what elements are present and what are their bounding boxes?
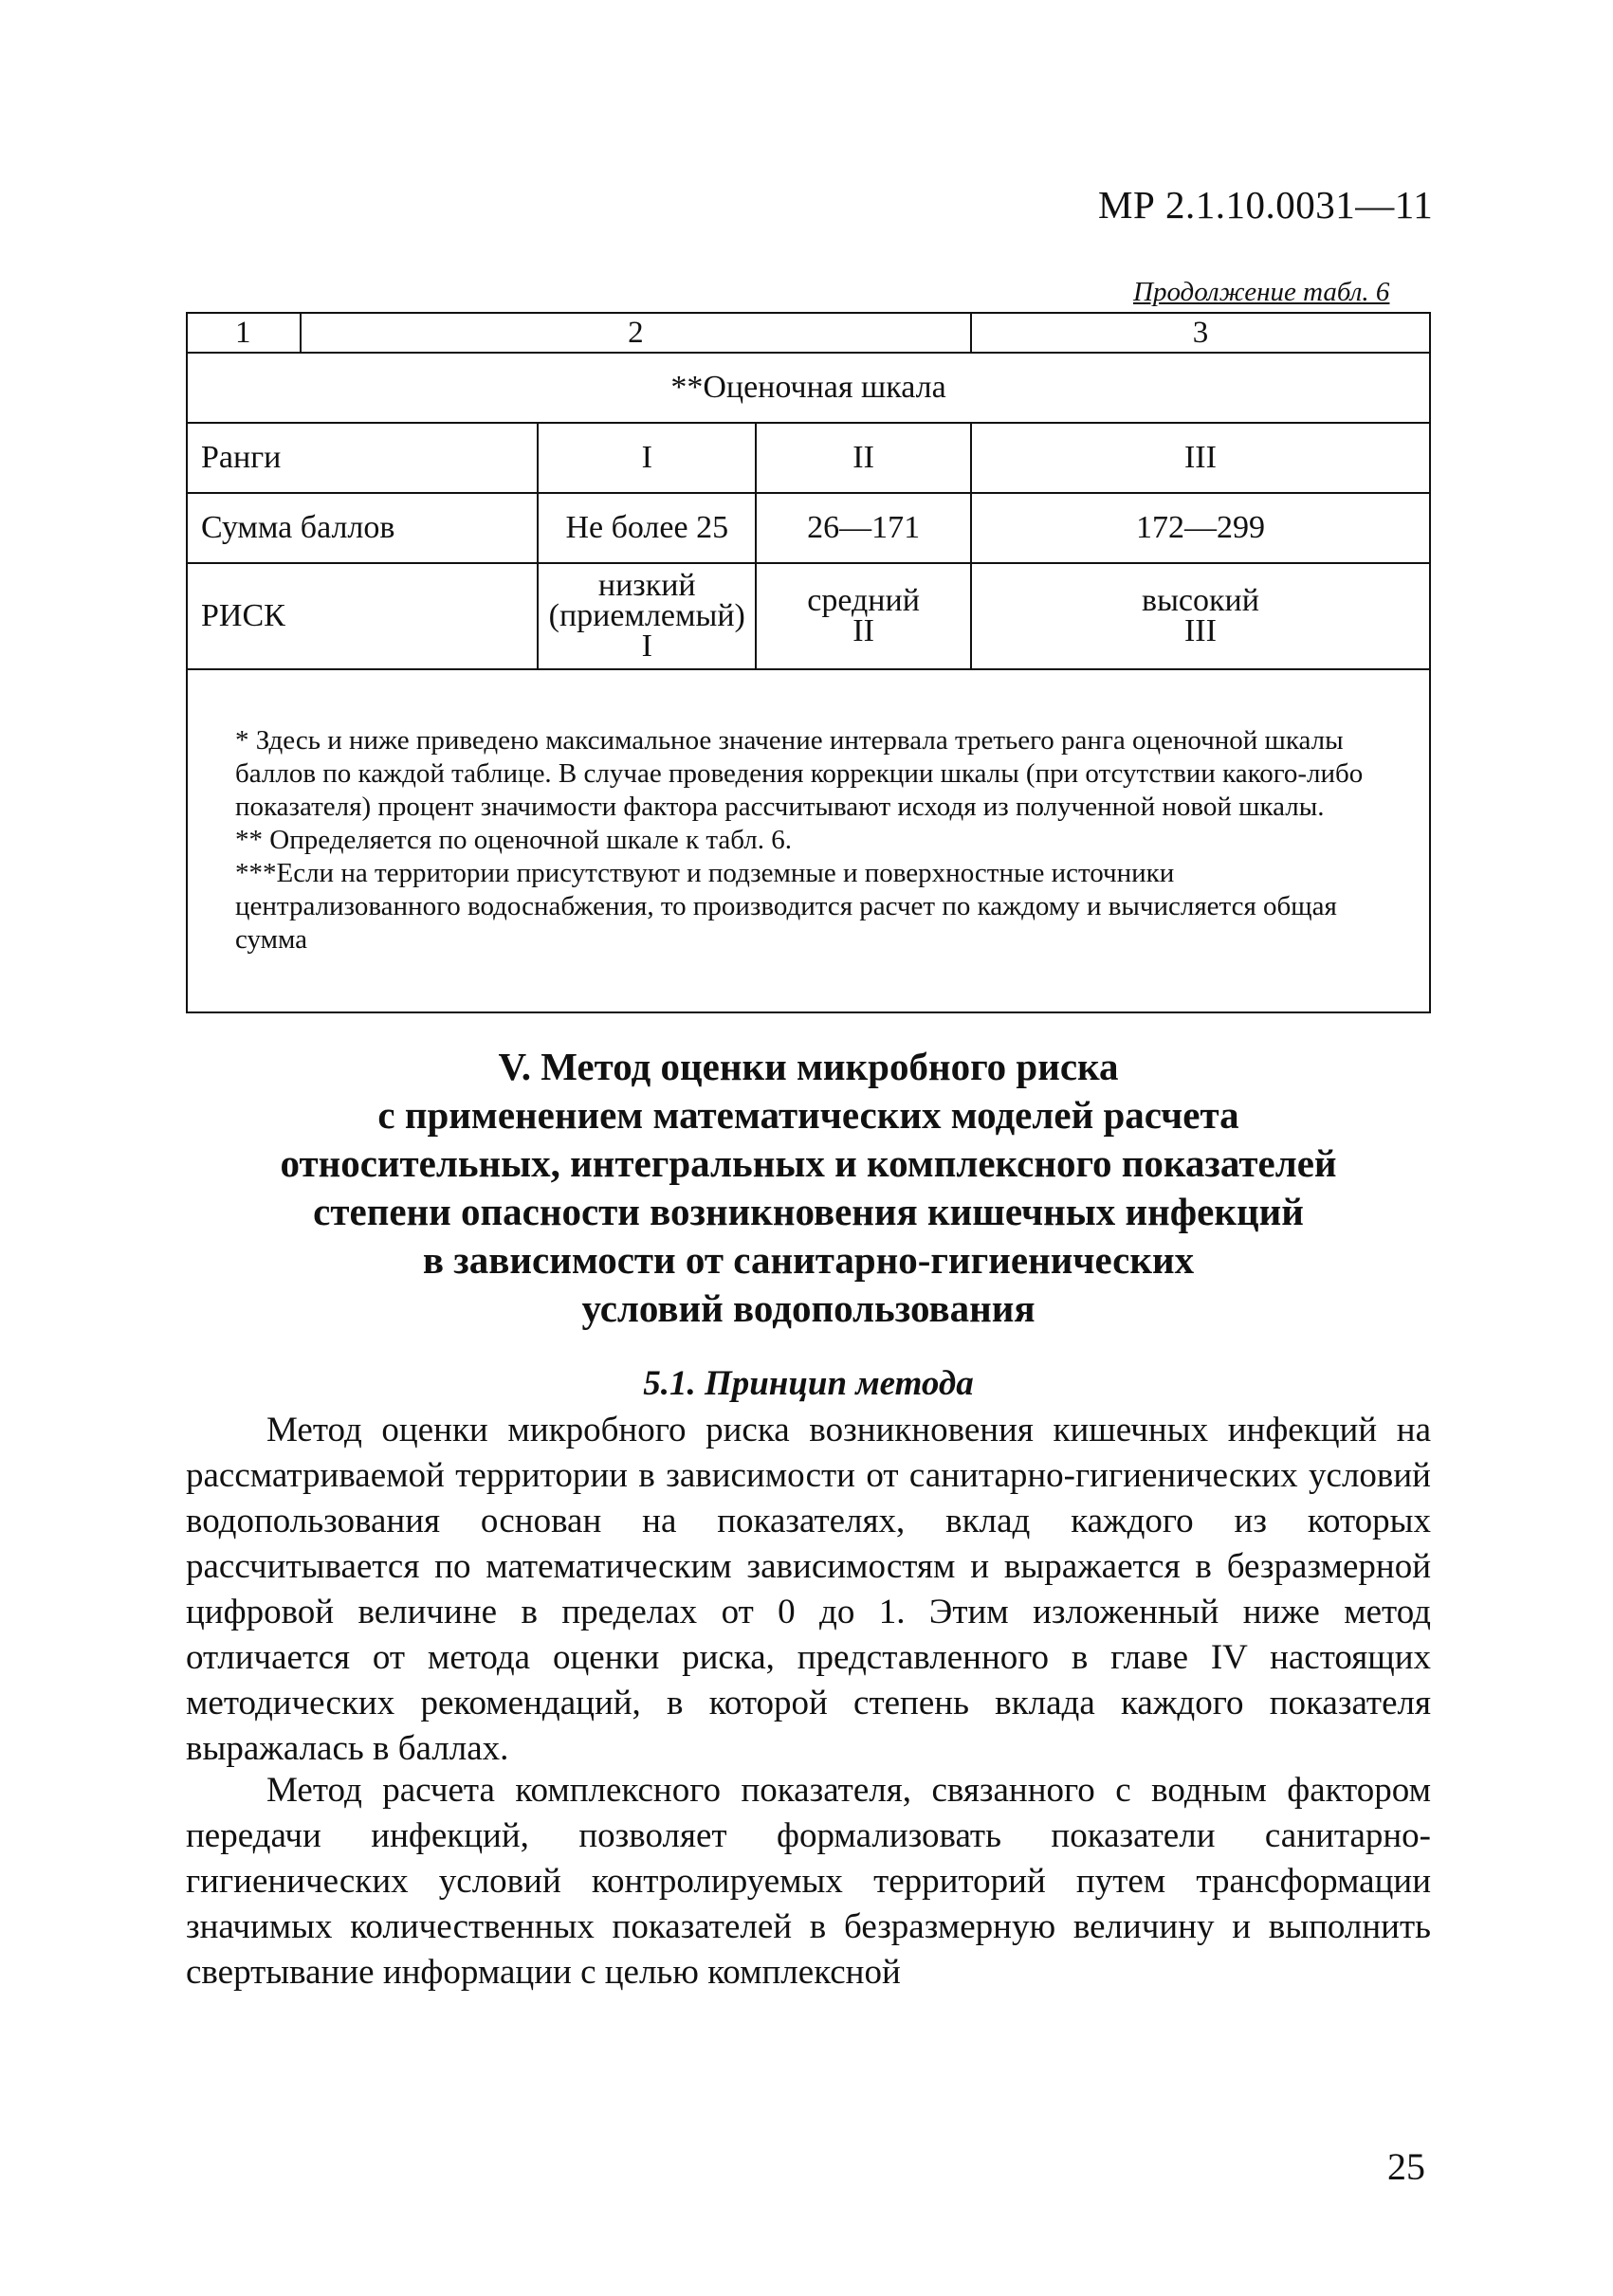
ranks-label: Ранги bbox=[187, 423, 538, 493]
column-number-3: 3 bbox=[971, 313, 1430, 353]
risk-level-name: низкий bbox=[597, 568, 696, 603]
score-range-cell: 26—171 bbox=[756, 493, 971, 563]
score-sum-label: Сумма баллов bbox=[187, 493, 538, 563]
rating-scale-table bbox=[186, 312, 1431, 1013]
section-heading-line: V. Метод оценки микробного риска bbox=[498, 1045, 1119, 1088]
subsection-heading: 5.1. Принцип метода bbox=[643, 1364, 974, 1403]
risk-level-name: высокий bbox=[1142, 583, 1259, 618]
table-note: * Здесь и ниже приведено максимальное значение интервала третьего ранга оценочной шкалы баллов по каждой таблице. В случае проведения коррекции шкалы (при отсутствии какого-либо показателя) процент значимости фактора рассчитывают исходя из полученной новой шкалы. bbox=[235, 724, 1364, 822]
section-heading-line: в зависимости от санитарно-гигиенических bbox=[422, 1238, 1195, 1282]
risk-level-note: (приемлемый) bbox=[548, 598, 745, 633]
column-number-row bbox=[187, 313, 1430, 353]
risk-level-cell bbox=[756, 563, 971, 669]
table-notes bbox=[187, 669, 1430, 1012]
score-sum-row bbox=[187, 493, 1430, 563]
risk-level-name: средний bbox=[807, 583, 920, 618]
score-range-cell: 172—299 bbox=[971, 493, 1430, 563]
risk-level-rank: II bbox=[852, 613, 874, 648]
rank-cell: II bbox=[756, 423, 971, 493]
section-heading-line: с применением математических моделей расчета bbox=[377, 1093, 1239, 1137]
column-number-1: 1 bbox=[187, 313, 301, 353]
risk-level-cell bbox=[538, 563, 756, 669]
body-paragraph: Метод расчета комплексного показателя, связанного с водным фактором передачи инфекций, позволяет формализовать показатели санитарно-гигиенических условий контролируемых территорий путем трансформации значимых количественных показателей в безразмерную величину и выполнить свертывание информации с целью комплексной bbox=[186, 1771, 1431, 1992]
column-number-2: 2 bbox=[301, 313, 971, 353]
rank-cell: III bbox=[971, 423, 1430, 493]
table-note: ***Если на территории присутствуют и подземные и поверхностные источники централизованного водоснабжения, то производится расчет по каждому и вычисляется общая сумма bbox=[235, 857, 1337, 955]
section-heading-line: степени опасности возникновения кишечных инфекций bbox=[313, 1190, 1304, 1233]
section-heading bbox=[186, 1043, 1431, 1333]
scale-title: **Оценочная шкала bbox=[187, 353, 1430, 423]
risk-level-rank: I bbox=[641, 629, 652, 664]
document-code: МР 2.1.10.0031—11 bbox=[1098, 183, 1434, 227]
risk-level-rank: III bbox=[1183, 613, 1217, 648]
table-notes-row bbox=[187, 669, 1430, 1012]
score-range-cell: Не более 25 bbox=[538, 493, 756, 563]
table-note: ** Определяется по оценочной шкале к табл. 6. bbox=[235, 824, 792, 855]
section-heading-line: условий водопользования bbox=[581, 1286, 1036, 1330]
page-number: 25 bbox=[1387, 2145, 1425, 2188]
section-heading-line: относительных, интегральных и комплексного показателей bbox=[280, 1141, 1337, 1185]
table-continuation-label: Продолжение табл. 6 bbox=[1133, 277, 1390, 307]
rank-cell: I bbox=[538, 423, 756, 493]
risk-level-cell bbox=[971, 563, 1430, 669]
risk-label: РИСК bbox=[187, 563, 538, 669]
risk-row bbox=[187, 563, 1430, 669]
ranks-row bbox=[187, 423, 1430, 493]
body-paragraph: Метод оценки микробного риска возникновения кишечных инфекций на рассматриваемой территории в зависимости от санитарно-гигиенических условий водопользования основан на показателях, вклад каждого из которых рассчитывается по математическим зависимостям и выражается в безразмерной цифровой величине в пределах от 0 до 1. Этим изложенный ниже метод отличается от метода оценки риска, представленного в главе IV настоящих методических рекомендаций, в которой степень вклада каждого показателя выражалась в баллах. bbox=[186, 1411, 1431, 1768]
scale-title-row bbox=[187, 353, 1430, 423]
